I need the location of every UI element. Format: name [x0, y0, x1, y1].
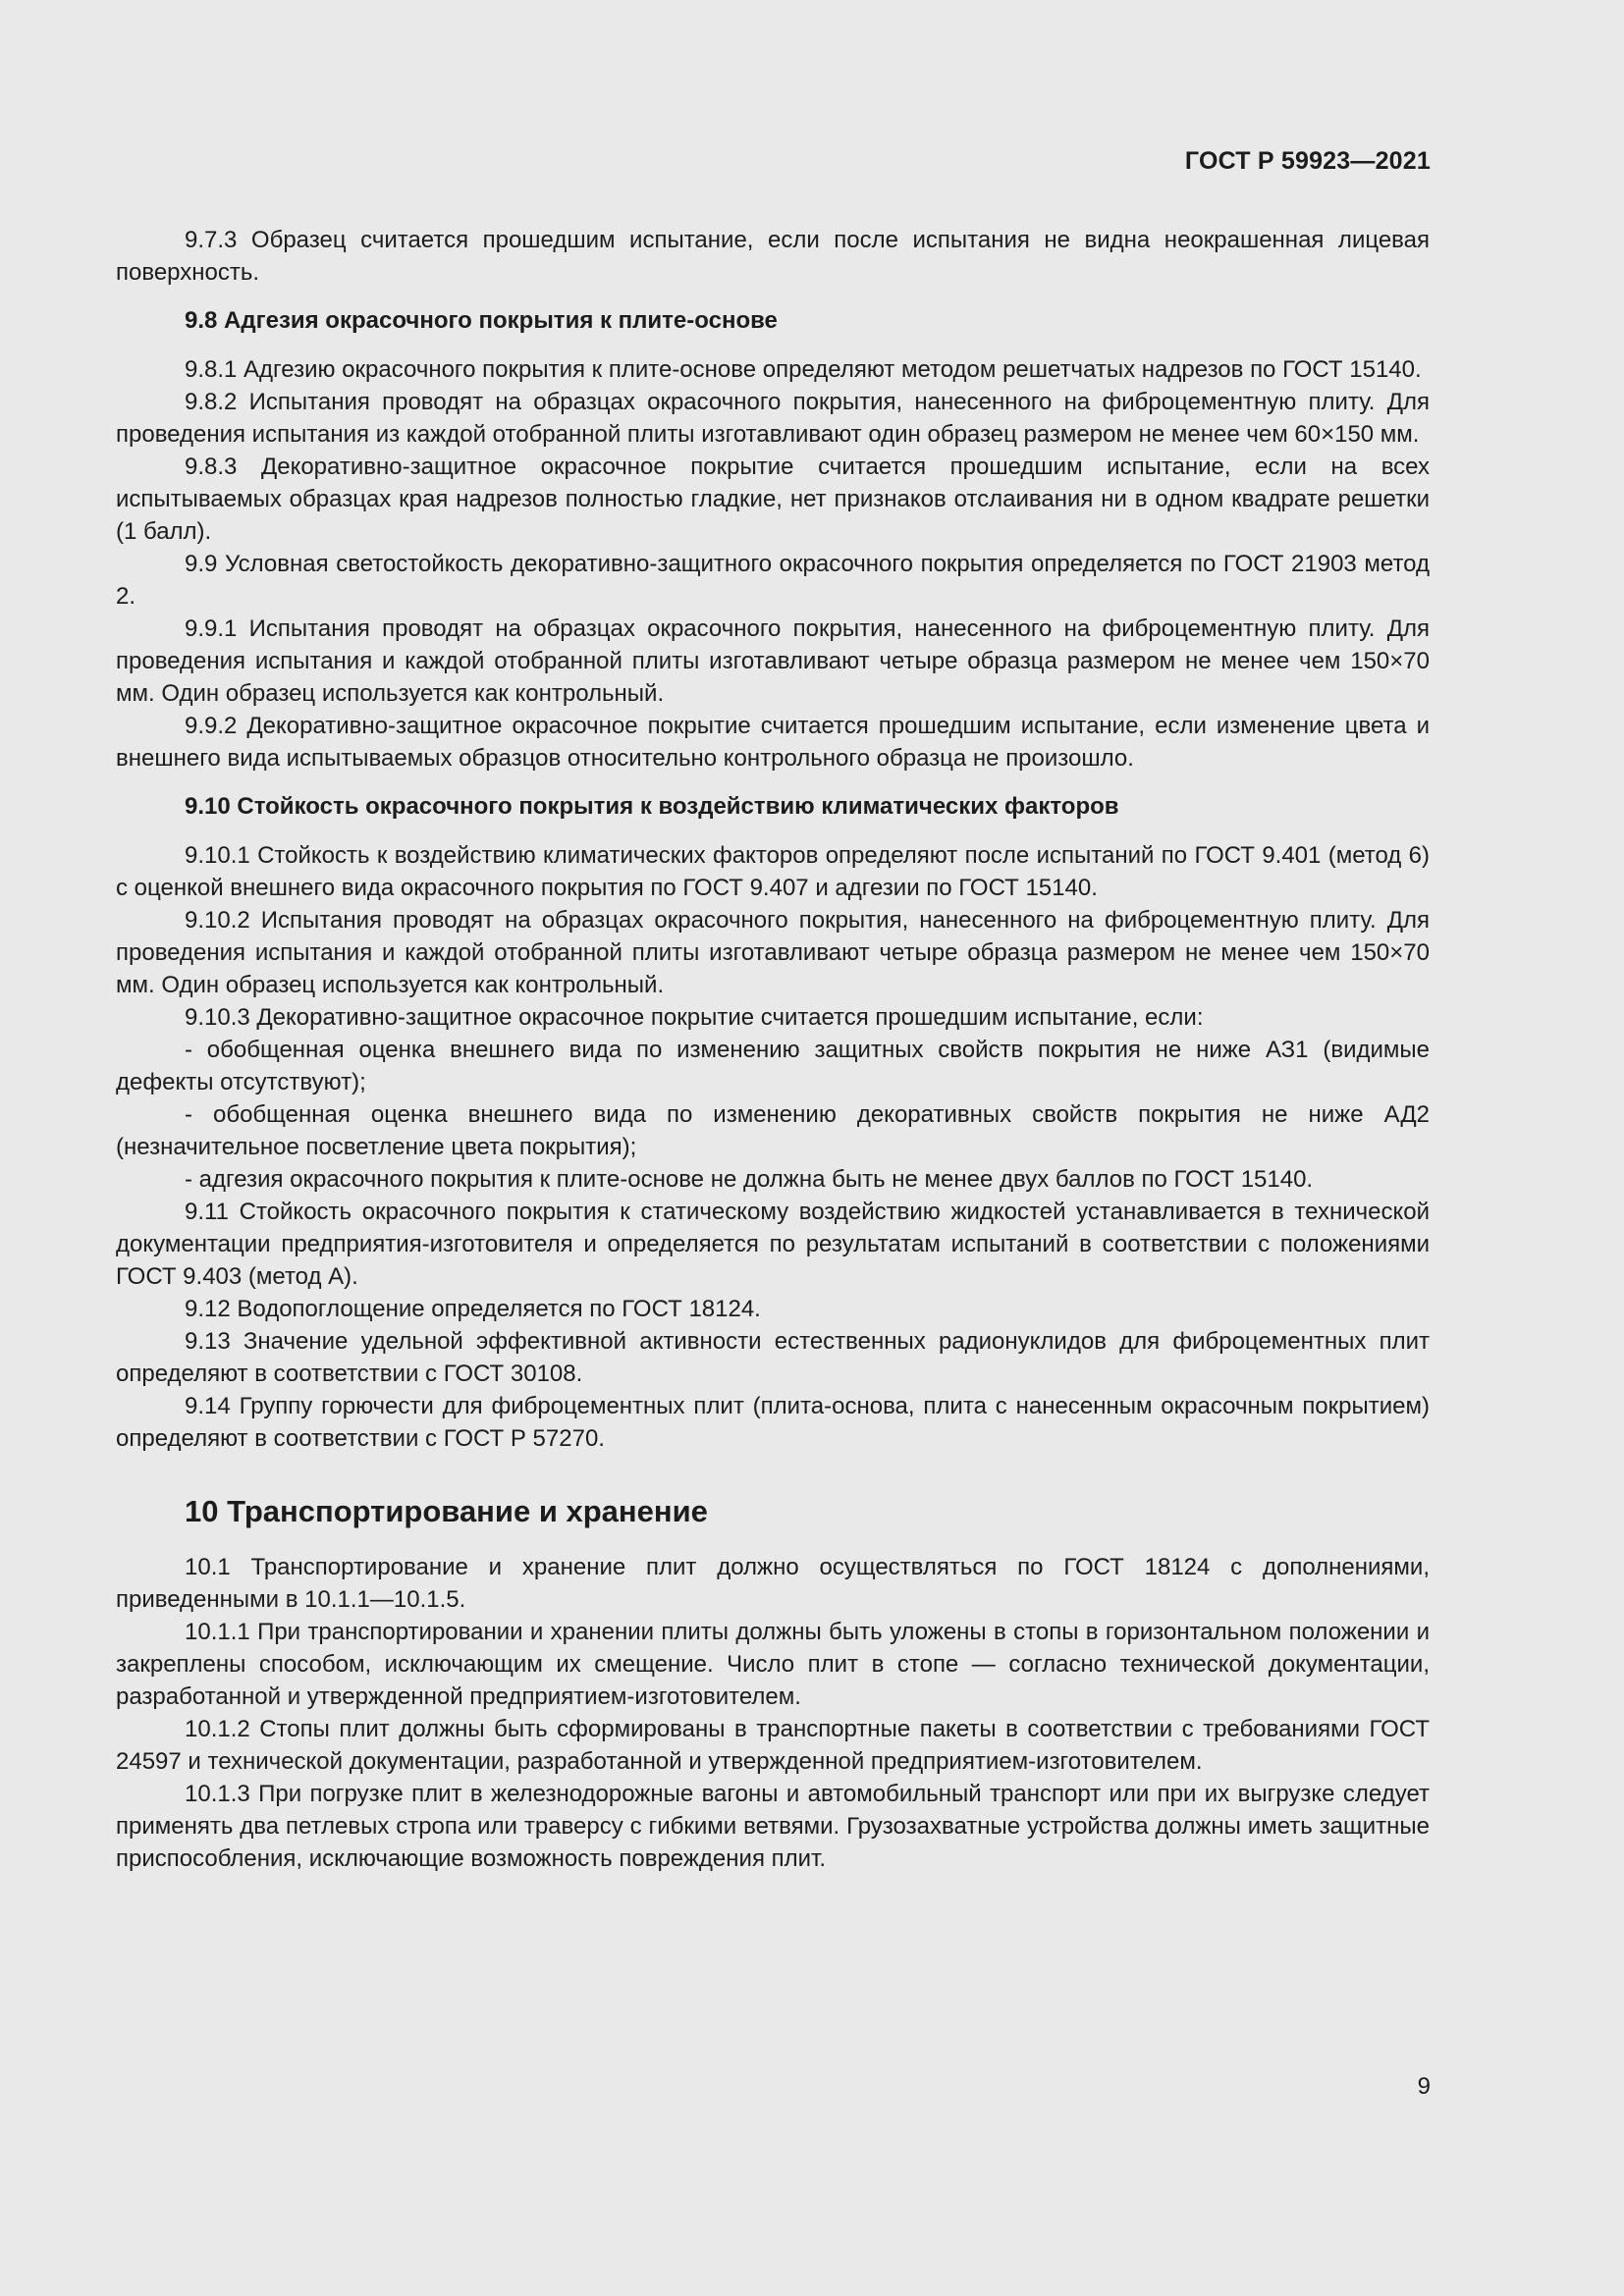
list-item-adhesion: - адгезия окрасочного покрытия к плите-основе не должна быть не менее двух баллов по ГОСТ 15140. — [185, 1166, 1314, 1193]
paragraph-9-8-1: 9.8.1 Адгезию окрасочного покрытия к плите-основе определяют методом решетчатых надрезов по ГОСТ 15140. — [185, 356, 1422, 383]
paragraph-10-1-3: 10.1.3 При погрузке плит в железнодорожные вагоны и автомобильный транспорт или при их выгрузке следует применять два петлевых стропа или траверсу с гибкими ветвями. Грузозахватные устройства должны иметь защитные приспособления, исключающие возможность повреждения плит. — [116, 1781, 1430, 1872]
paragraph-10-1-1: 10.1.1 При транспортировании и хранении плиты должны быть уложены в стопы в горизонтальном положении и закреплены способом, исключающим их смещение. Число плит в стопе — согласно технической документации, разработанной и утвержденной предприятием-изготовителем. — [116, 1619, 1430, 1710]
paragraph-9-9-2: 9.9.2 Декоративно-защитное окрасочное покрытие считается прошедшим испытание, если изменение цвета и внешнего вида испытываемых образцов относительно контрольного образца не произошло. — [116, 713, 1430, 772]
paragraph-9-10-3: 9.10.3 Декоративно-защитное окрасочное покрытие считается прошедшим испытание, если: — [185, 1004, 1204, 1031]
page-content — [116, 224, 1430, 1875]
paragraph-9-9: 9.9 Условная светостойкость декоративно-защитного окрасочного покрытия определяется по ГОСТ 21903 метод 2. — [116, 551, 1430, 610]
paragraph-10-1: 10.1 Транспортирование и хранение плит должно осуществляться по ГОСТ 18124 с дополнениями, приведенными в 10.1.1—10.1.5. — [116, 1554, 1430, 1613]
paragraph-10-1-2: 10.1.2 Стопы плит должны быть сформированы в транспортные пакеты в соответствии с требованиями ГОСТ 24597 и технической документации, разработанной и утвержденной предприятием-изготовителем. — [116, 1716, 1430, 1775]
section-heading-9-8: 9.8 Адгезия окрасочного покрытия к плите-основе — [185, 307, 778, 334]
document-code-header: ГОСТ Р 59923—2021 — [1184, 147, 1431, 175]
list-item-protective-properties: - обобщенная оценка внешнего вида по изменению защитных свойств покрытия не ниже АЗ1 (видимые дефекты отсутствуют); — [116, 1037, 1430, 1095]
paragraph-9-12: 9.12 Водопоглощение определяется по ГОСТ 18124. — [185, 1296, 761, 1322]
paragraph-9-13: 9.13 Значение удельной эффективной активности естественных радионуклидов для фиброцементных плит определяют в соответствии с ГОСТ 30108. — [116, 1328, 1430, 1387]
paragraph-9-11: 9.11 Стойкость окрасочного покрытия к статическому воздействию жидкостей устанавливается в технической документации предприятия-изготовителя и определяется по результатам испытаний в соответствии с положениями ГОСТ 9.403 (метод А). — [116, 1199, 1430, 1290]
list-item-decorative-properties: - обобщенная оценка внешнего вида по изменению декоративных свойств покрытия не ниже АД2 (незначительное посветление цвета покрытия); — [116, 1101, 1430, 1160]
chapter-heading-10: 10 Транспортирование и хранение — [185, 1494, 708, 1528]
section-heading-9-10: 9.10 Стойкость окрасочного покрытия к воздействию климатических факторов — [185, 793, 1119, 820]
paragraph-9-10-2: 9.10.2 Испытания проводят на образцах окрасочного покрытия, нанесенного на фиброцементную плиту. Для проведения испытания и каждой отобранной плиты изготавливают четыре образца размером не менее чем 150×70 мм. Один образец используется как контрольный. — [116, 907, 1430, 998]
paragraph-9-9-1: 9.9.1 Испытания проводят на образцах окрасочного покрытия, нанесенного на фиброцементную плиту. Для проведения испытания и каждой отобранной плиты изготавливают четыре образца размером не менее чем 150×70 мм. Один образец используется как контрольный. — [116, 615, 1430, 707]
page-number: 9 — [1417, 2073, 1431, 2100]
paragraph-9-8-2: 9.8.2 Испытания проводят на образцах окрасочного покрытия, нанесенного на фиброцементную плиту. Для проведения испытания из каждой отобранной плиты изготавливают один образец размером не менее чем 60×150 мм. — [116, 389, 1430, 448]
paragraph-9-8-3: 9.8.3 Декоративно-защитное окрасочное покрытие считается прошедшим испытание, если на всех испытываемых образцах края надрезов полностью гладкие, нет признаков отслаивания ни в одном квадрате решетки (1 балл). — [116, 454, 1430, 545]
paragraph-9-10-1: 9.10.1 Стойкость к воздействию климатических факторов определяют после испытаний по ГОСТ 9.401 (метод 6) с оценкой внешнего вида окрасочного покрытия по ГОСТ 9.407 и адгезии по ГОСТ 15140. — [116, 842, 1430, 901]
paragraph-9-14: 9.14 Группу горючести для фиброцементных плит (плита-основа, плита с нанесенным окрасочным покрытием) определяют в соответствии с ГОСТ Р 57270. — [116, 1393, 1430, 1452]
paragraph-9-7-3: 9.7.3 Образец считается прошедшим испытание, если после испытания не видна неокрашенная лицевая поверхность. — [116, 227, 1430, 286]
